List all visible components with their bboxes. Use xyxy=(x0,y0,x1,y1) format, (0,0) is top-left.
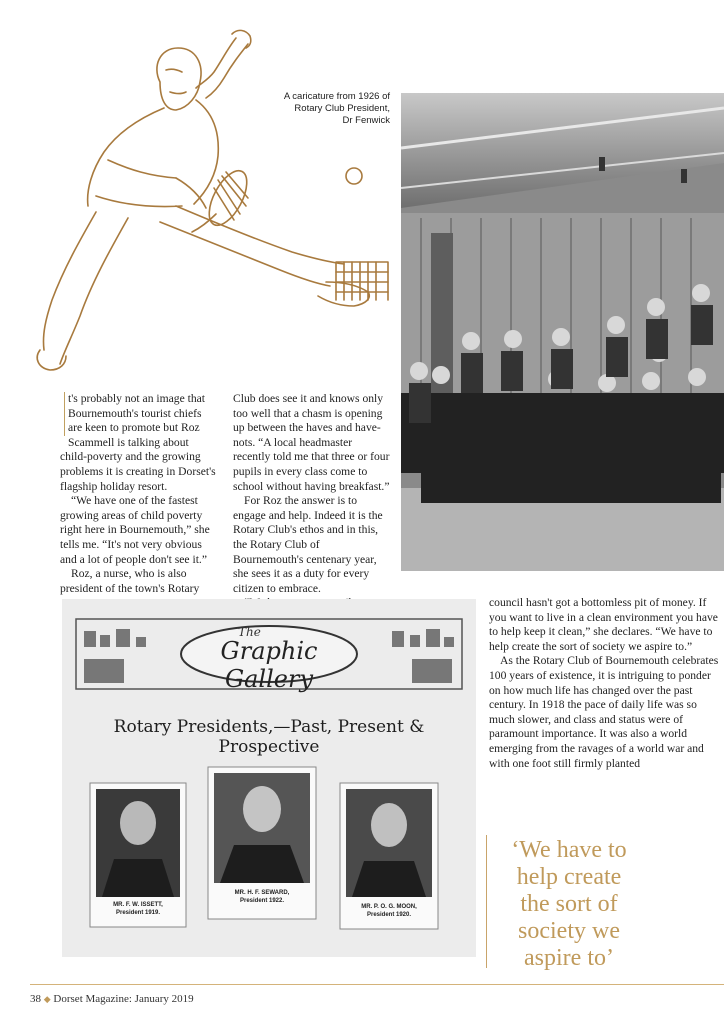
article-column-3 xyxy=(489,596,723,771)
gallery-banner-title: Graphic Gallery xyxy=(220,637,318,693)
paragraph: child-poverty and the growing problems it is creating in Dorset's flagship holiday resort. xyxy=(60,450,216,493)
portrait-label xyxy=(208,889,316,905)
group-photo xyxy=(401,93,724,571)
graphic-gallery-clipping xyxy=(62,599,476,957)
article-column-2 xyxy=(233,392,391,626)
caption-line: Dr Fenwick xyxy=(342,115,390,126)
text-line: are keen to promote but Roz xyxy=(68,421,200,435)
page-footer xyxy=(30,993,194,1005)
caricature-caption xyxy=(250,91,390,127)
page-number: 38 xyxy=(30,993,41,1005)
text-line: Bournemouth's tourist chiefs xyxy=(68,406,202,420)
portrait-role: President 1920. xyxy=(366,912,412,918)
gallery-banner-small: The xyxy=(238,625,261,639)
diamond-icon: ◆ xyxy=(43,994,51,1004)
portrait-role: President 1919. xyxy=(115,910,161,916)
portrait-name: MR. P. O. G. MOON, xyxy=(361,904,417,910)
portrait-name: MR. F. W. ISSETT, xyxy=(113,902,163,908)
paragraph: As the Rotary Club of Bournemouth celebrates 100 years of existence, it is intriguing to ponder on how much life has changed over the past century. In 1918 the pace of daily life was so much slower, and class and status were of paramount importance. It was also a world emerging from the ravages of a world war and with one foot still firmly planted xyxy=(489,654,719,770)
caption-line: A caricature from 1926 of xyxy=(283,91,390,102)
text-line: Scammell is talking about xyxy=(68,435,189,449)
publication-name: Dorset Magazine: January 2019 xyxy=(53,993,194,1005)
portrait-label xyxy=(90,901,186,917)
gallery-heading: Rotary Presidents,—Past, Present & Prospective xyxy=(113,717,425,757)
pullquote-line: help create xyxy=(516,864,622,890)
pullquote-rule xyxy=(486,835,487,968)
pullquote-line: society we xyxy=(518,918,620,944)
caricature-illustration xyxy=(0,0,400,385)
pullquote-line: aspire to’ xyxy=(524,945,614,971)
paragraph: council hasn't got a bottomless pit of money. If you want to live in a clean environment you have to help keep it clean,” she declares. “We have to help create the sort of society we aspire to.” xyxy=(489,596,718,653)
pullquote xyxy=(494,837,644,972)
text-line: t's probably not an image that xyxy=(68,392,205,405)
article-column-1 xyxy=(60,392,218,596)
portrait-label xyxy=(340,903,438,919)
portrait-name: MR. H. F. SEWARD, xyxy=(234,890,290,896)
pullquote-line: the sort of xyxy=(520,891,618,917)
caption-line: Rotary Club President, xyxy=(294,103,390,114)
footer-rule xyxy=(30,984,724,985)
paragraph: For Roz the answer is to engage and help. Indeed it is the Rotary Club's ethos and in this, the Rotary Club of Bournemouth's centenary year, she sees it as a duty for every citizen to embrace. xyxy=(233,494,383,595)
paragraph xyxy=(60,392,218,450)
pullquote-line: ‘We have to xyxy=(511,837,627,863)
portrait-role: President 1922. xyxy=(239,898,285,904)
paragraph: Roz, a nurse, who is also president of the town's Rotary xyxy=(60,567,200,595)
paragraph: Club does see it and knows only too well that a chasm is opening up between the haves and have-nots. “A local headmaster recently told me that three or four pupils in every class come to school without having breakfast.” xyxy=(233,392,390,493)
paragraph: “We have one of the fastest growing areas of child poverty right here in Bournemouth,” she tells me. “It's not very obvious and a lot of people don't see it.” xyxy=(60,494,210,566)
